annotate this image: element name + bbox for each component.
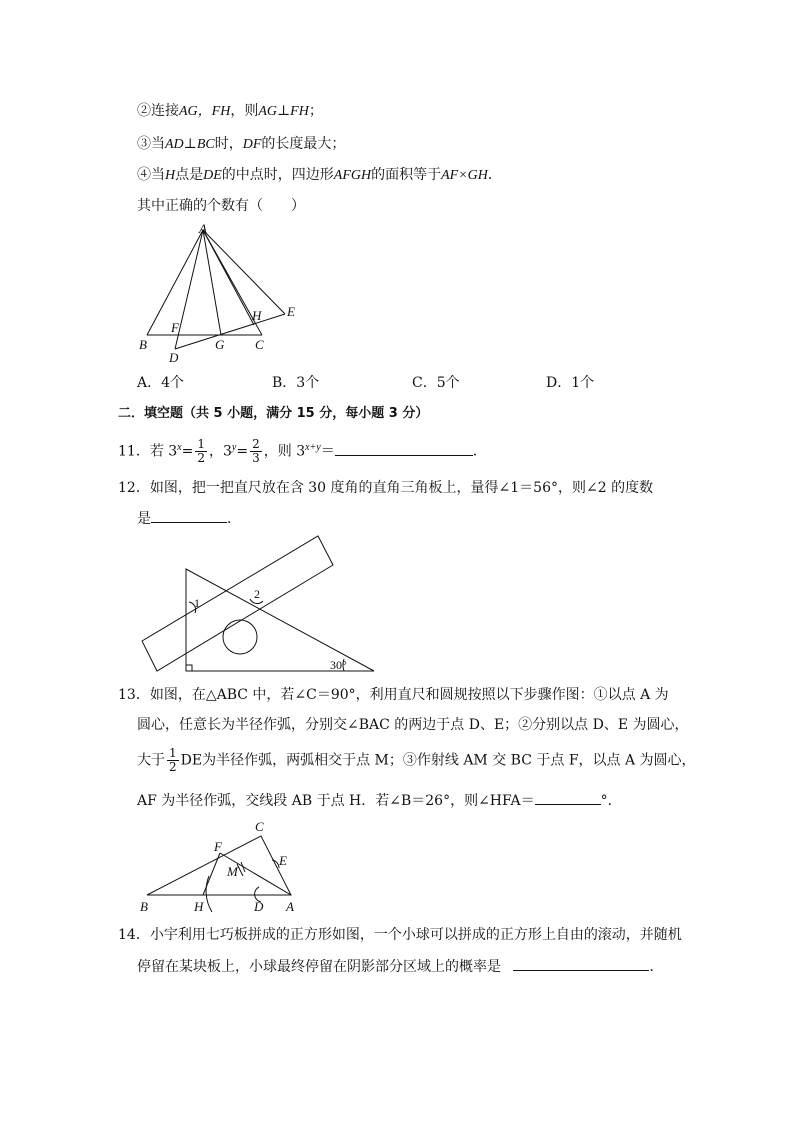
fig13-label-B: B [140,899,148,914]
q11: 11．若 $3^x=$ $\frac{1}{2}$ ，$3^y=$ $\frac{2}{3}$ ，则 $3^{x+y}=$ ． [118,437,487,466]
q10-option-d: D．1个 [546,375,595,391]
fig13-label-C: C [255,819,264,834]
fig10-label-E: E [287,304,295,319]
fig10-label-G: G [215,337,225,352]
fig10-label-B: B [139,337,147,352]
q13-line1: 13．如图，在△ABC 中，若∠C＝90°，利用直尺和圆规按照以下步骤作图：①以点 A 为 [118,687,669,703]
statement-2: ②连接AG，FH，则AG⊥FH； [137,103,323,119]
q10-option-a: A．4个 [137,375,185,391]
q13-line3: 大于 $\frac{1}{2}$ DE为半径作弧，两弧相交于点 M；③作射线 AM 交 BC 于点 F，以点 A 为圆心， [137,746,696,774]
fig13-label-F: F [214,839,222,854]
fig13-label-A: A [286,899,294,914]
fig10-label-A: A [199,222,207,236]
q10-figure [137,222,299,364]
fig13-label-H: H [194,899,204,914]
q10-option-b: B．3个 [272,375,320,391]
statement-4: ④当H点是DE的中点时，四边形AFGH的面积等于AF×GH． [137,167,502,183]
q10-prompt: 其中正确的个数有（ ） [137,198,305,214]
fig10-label-H: H [252,308,262,323]
q13-answer-blank[interactable] [535,790,601,805]
fig13-label-M: M [227,864,238,879]
q11-answer-blank[interactable] [335,441,473,456]
q12-answer-blank[interactable] [151,508,227,523]
section-2-title: 二．填空题（共 5 小题，满分 15 分，每小题 3 分） [118,406,429,421]
fig13-label-D: D [254,899,264,914]
q13-line2: 圆心，任意长为半径作弧，分别交∠BAC 的两边于点 D、E；②分别以点 D、E 为圆心， [137,717,689,733]
q14-answer-blank[interactable] [513,956,649,971]
fig10-label-D: D [169,350,179,364]
fig10-label-F: F [171,320,179,335]
q13-line4: AF 为半径作弧，交线段 AB 于点 H．若∠B＝26°，则∠HFA＝ °． [137,790,622,811]
fig12-label-1: 1 [194,596,200,610]
fig13-label-E: E [279,853,287,868]
fig10-label-C: C [255,337,264,352]
statement-3: ③当AD⊥BC时，DF的长度最大； [137,136,346,152]
fig12-label-2: 2 [254,587,260,601]
q12-line1: 12．如图，把一把直尺放在含 30 度角的直角三角板上，量得∠1＝56°，则∠2 的度数 [118,480,654,496]
q12-figure [137,533,377,675]
q13-figure [137,818,299,914]
q12-line2: 是 ． [137,508,241,529]
fig12-label-30: 30° [330,658,347,672]
q10-option-c: C．5个 [412,375,460,391]
q14-line2: 停留在某块板上，小球最终停留在阴影部分区域上的概率是 ． [137,956,663,977]
q14-line1: 14．小宇利用七巧板拼成的正方形如图，一个小球可以拼成的正方形上自由的滚动，并随机 [118,927,682,943]
